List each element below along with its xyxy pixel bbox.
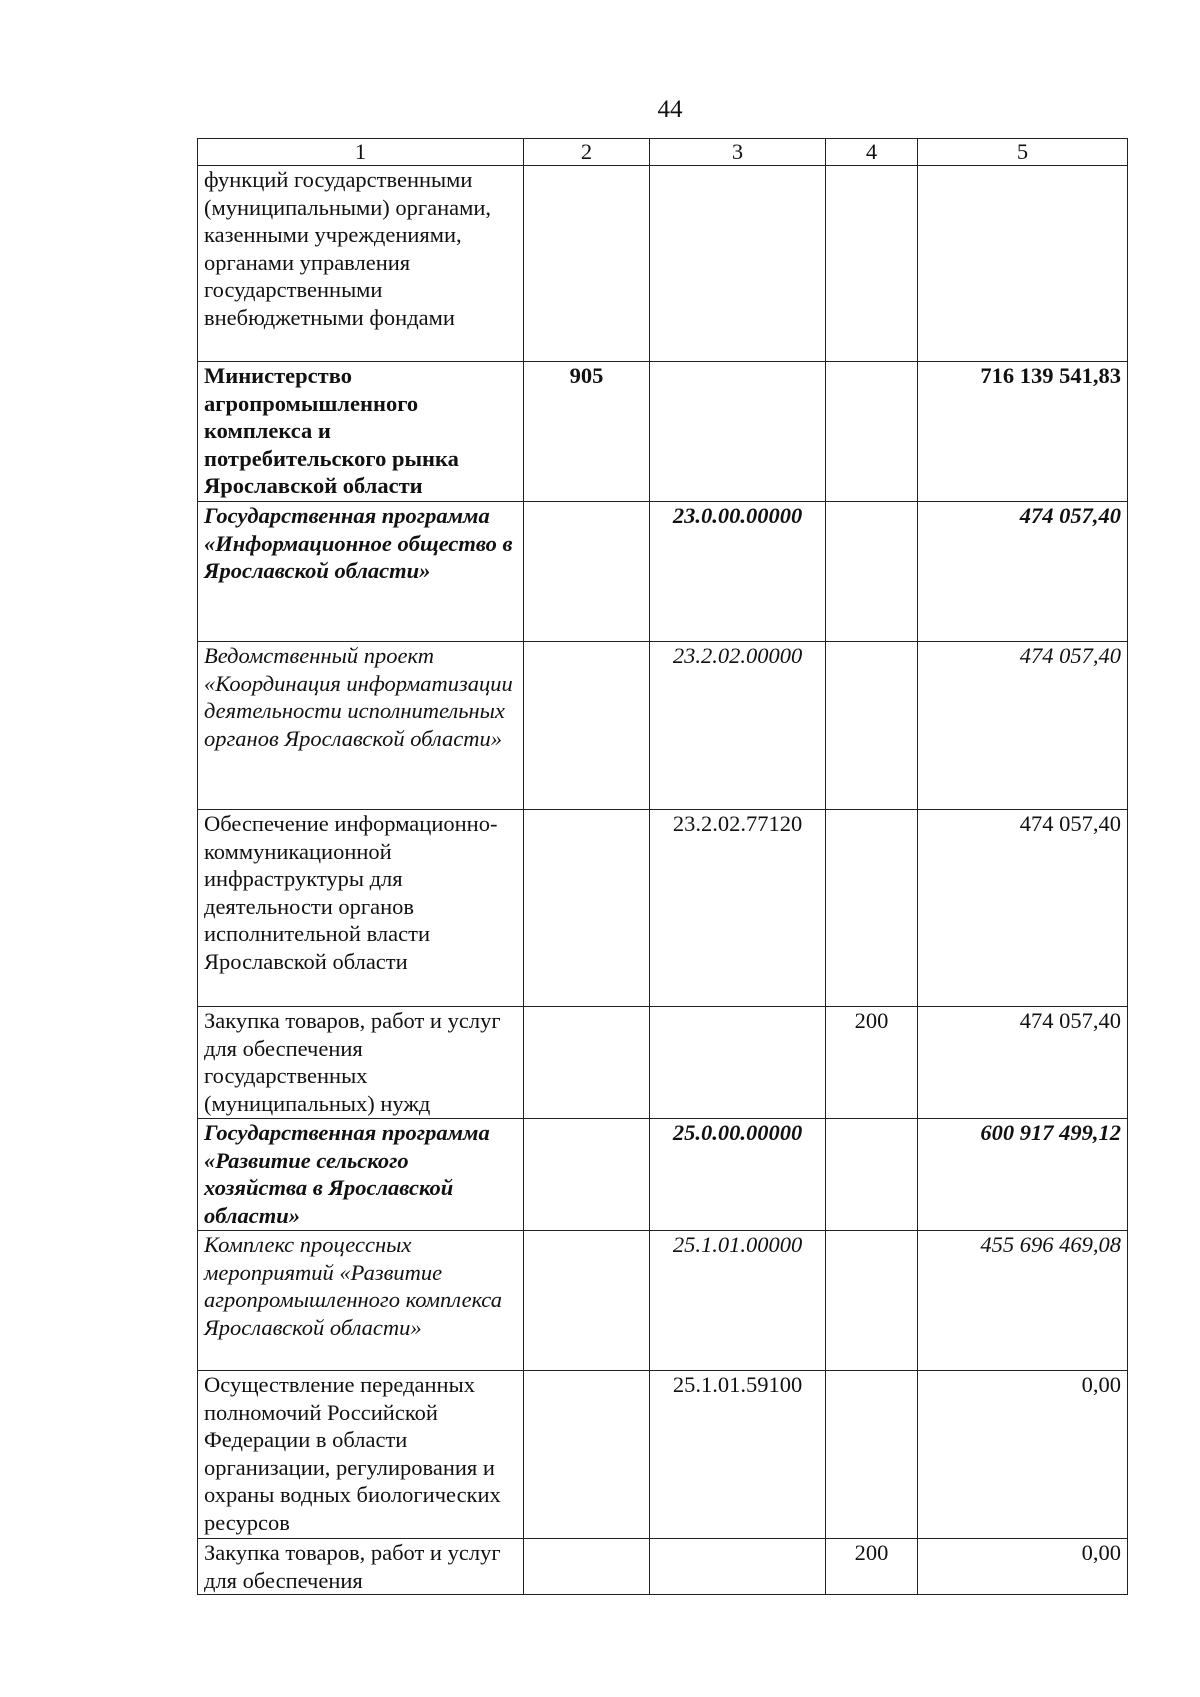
row-dept: 905 bbox=[524, 362, 650, 502]
row-code: 23.2.02.00000 bbox=[650, 642, 826, 810]
row-code: 23.2.02.77120 bbox=[650, 810, 826, 1007]
row-amount: 0,00 bbox=[918, 1539, 1128, 1595]
row-dept bbox=[524, 1371, 650, 1539]
table-row bbox=[198, 1539, 1128, 1595]
row-type bbox=[826, 362, 918, 502]
row-amount: 716 139 541,83 bbox=[918, 362, 1128, 502]
row-name: Обеспечение информационно-коммуникационной инфраструктуры для деятельности органов исполнительной власти Ярославской области bbox=[198, 810, 524, 1007]
row-name: Закупка товаров, работ и услуг для обеспечения государственных (муниципальных) нужд bbox=[198, 1007, 524, 1119]
table-row bbox=[198, 642, 1128, 810]
header-row bbox=[198, 139, 1128, 166]
table-row bbox=[198, 502, 1128, 642]
row-code: 25.1.01.59100 bbox=[650, 1371, 826, 1539]
row-amount: 474 057,40 bbox=[918, 642, 1128, 810]
header-col-3: 3 bbox=[650, 139, 826, 166]
row-code: 25.1.01.00000 bbox=[650, 1231, 826, 1371]
row-amount: 455 696 469,08 bbox=[918, 1231, 1128, 1371]
row-type bbox=[826, 642, 918, 810]
row-name: функций государственными (муниципальными) органами, казенными учреждениями, органами управления государственными внебюджетными фондами bbox=[198, 166, 524, 362]
row-code bbox=[650, 1539, 826, 1595]
table-row bbox=[198, 1231, 1128, 1371]
row-type: 200 bbox=[826, 1539, 918, 1595]
header-col-5: 5 bbox=[918, 139, 1128, 166]
row-amount: 600 917 499,12 bbox=[918, 1119, 1128, 1231]
row-dept bbox=[524, 1119, 650, 1231]
row-name: Комплекс процессных мероприятий «Развитие агропромышленного комплекса Ярославской области» bbox=[198, 1231, 524, 1371]
row-type bbox=[826, 1119, 918, 1231]
row-dept bbox=[524, 1539, 650, 1595]
row-name: Осуществление переданных полномочий Российской Федерации в области организации, регулирования и охраны водных биологических ресурсов bbox=[198, 1371, 524, 1539]
page-number: 44 bbox=[657, 96, 683, 123]
row-type bbox=[826, 502, 918, 642]
table-row bbox=[198, 166, 1128, 362]
row-code: 23.0.00.00000 bbox=[650, 502, 826, 642]
table-row bbox=[198, 1007, 1128, 1119]
row-dept bbox=[524, 1231, 650, 1371]
row-dept bbox=[524, 810, 650, 1007]
row-name: Министерство агропромышленного комплекса и потребительского рынка Ярославской области bbox=[198, 362, 524, 502]
row-name: Ведомственный проект «Координация информатизации деятельности исполнительных органов Ярославской области» bbox=[198, 642, 524, 810]
row-name: Государственная программа «Информационное общество в Ярославской области» bbox=[198, 502, 524, 642]
table-row bbox=[198, 1371, 1128, 1539]
row-name: Закупка товаров, работ и услуг для обеспечения bbox=[198, 1539, 524, 1595]
row-type bbox=[826, 166, 918, 362]
row-code bbox=[650, 362, 826, 502]
budget-table bbox=[197, 138, 1128, 1595]
header-col-1: 1 bbox=[198, 139, 524, 166]
row-code: 25.0.00.00000 bbox=[650, 1119, 826, 1231]
row-amount: 0,00 bbox=[918, 1371, 1128, 1539]
row-dept bbox=[524, 166, 650, 362]
table-row bbox=[198, 362, 1128, 502]
row-type: 200 bbox=[826, 1007, 918, 1119]
row-amount: 474 057,40 bbox=[918, 1007, 1128, 1119]
row-type bbox=[826, 810, 918, 1007]
table-row bbox=[198, 1119, 1128, 1231]
row-dept bbox=[524, 502, 650, 642]
row-code bbox=[650, 1007, 826, 1119]
row-amount bbox=[918, 166, 1128, 362]
row-type bbox=[826, 1231, 918, 1371]
table-row bbox=[198, 810, 1128, 1007]
row-name: Государственная программа «Развитие сельского хозяйства в Ярославской области» bbox=[198, 1119, 524, 1231]
header-col-2: 2 bbox=[524, 139, 650, 166]
header-col-4: 4 bbox=[826, 139, 918, 166]
row-dept bbox=[524, 642, 650, 810]
row-amount: 474 057,40 bbox=[918, 502, 1128, 642]
row-code bbox=[650, 166, 826, 362]
row-amount: 474 057,40 bbox=[918, 810, 1128, 1007]
row-type bbox=[826, 1371, 918, 1539]
row-dept bbox=[524, 1007, 650, 1119]
